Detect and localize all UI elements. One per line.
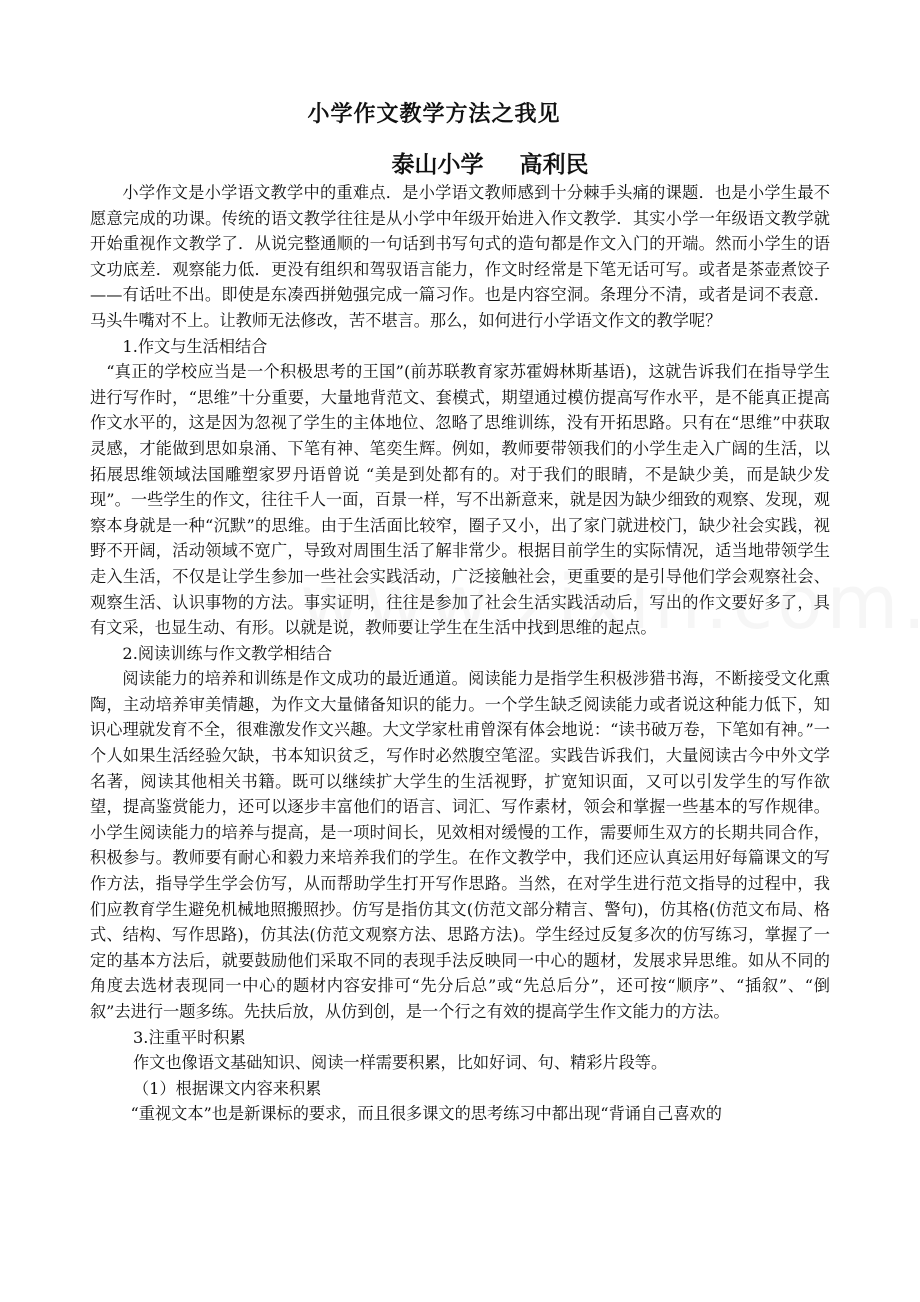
section-3-paragraph: 作文也像语文基础知识、阅读一样需要积累，比如好词、句、精彩片段等。 — [133, 1053, 668, 1073]
school-name: 泰山小学 — [391, 151, 484, 178]
intro-paragraph: 小学作文是小学语文教学中的重难点．是小学语文教师感到十分棘手头痛的课题．也是小学生最不愿意完成的功课。传统的语文教学往往是从小学中年级开始进入作文教学．其实小学一年级语文教学就开始重视作文教学了．从说完整通顺的一句话到书写句式的造句都是作文入门的开端。然而小学生的语文功底差．观察能力低．更没有组织和驾驭语言能力，作文时经常是下笔无话可写。或者是茶壶煮饺子——有话吐不出。即使是东凑西拼勉强完成一篇习作。也是内容空洞。条理分不清，或者是词不表意．马头牛嘴对不上。让教师无法修改，苦不堪言。那么，如何进行小学语文作文的教学呢？ — [90, 183, 830, 330]
byline — [0, 146, 920, 179]
document-body — [90, 180, 830, 1127]
document-title: 小学作文教学方法之我见 — [307, 101, 561, 127]
author-name: 高利民 — [519, 151, 589, 178]
section-2-paragraph: 阅读能力的培养和训练是作文成功的最近通道。阅读能力是指学生积极涉猎书海，不断接受文化熏陶，主动培养审美情趣，为作文大量储备知识的能力。一个学生缺乏阅读能力或者说这种能力低下，知识心理就发育不全，很难激发作文兴趣。大文学家杜甫曾深有体会地说：“读书破万卷，下笔如有神。”一个人如果生活经验欠缺，书本知识贫乏，写作时必然腹空笔涩。实践告诉我们，大量阅读古今中外文学名著，阅读其他相关书籍。既可以继续扩大学生的生活视野，扩宽知识面，又可以引发学生的写作欲望，提高鉴赏能力，还可以逐步丰富他们的语言、词汇、写作素材，领会和掌握一些基本的写作规律。小学生阅读能力的培养与提高，是一项时间长，见效相对缓慢的工作，需要师生双方的长期共同合作，积极参与。教师要有耐心和毅力来培养我们的学生。在作文教学中，我们还应认真运用好每篇课文的写作方法，指导学生学会仿写，从而帮助学生打开写作思路。当然，在对学生进行范文指导的过程中，我们应教育学生避免机械地照搬照抄。仿写是指仿其文(仿范文部分精言、警句)，仿其格(仿范文布局、格式、结构、写作思路)，仿其法(仿范文观察方法、思路方法)。学生经过反复多次的仿写练习，掌握了一定的基本方法后，就要鼓励他们采取不同的表现手法反映同一中心的题材，发展求异思维。如从不同的角度去选材表现同一中心的题材内容安排可“先分后总”或“先总后分”，还可按“顺序”、“插叙”、“倒叙”去进行一题多练。先扶后放，从仿到创，是一个行之有效的提高学生作文能力的方法。 — [90, 669, 830, 1021]
section-1-heading: 1.作文与生活相结合 — [122, 336, 268, 356]
subsection-1-heading: （1）根据课文内容来积累 — [133, 1078, 322, 1098]
section-1-paragraph: “真正的学校应当是一个积极思考的王国”(前苏联教育家苏霍姆林斯基语)，这就告诉我们在指导学生进行写作时，“思维”十分重要，大量地背范文、套模式，期望通过模仿提高写作水平，是不能真正提高作文水平的，这是因为忽视了学生的主体地位、忽略了思维训练，没有开拓思路。只有在“思维”中获取灵感，才能做到思如泉涌、下笔有神、笔奕生辉。例如，教师要带领我们的小学生走入广阔的生活，以拓展思维领域法国雕塑家罗丹语曾说 “美是到处都有的。对于我们的眼睛，不是缺少美，而是缺少发现”。一些学生的作文，往往千人一面，百景一样，写不出新意来，就是因为缺少细致的观察、发现，观察本身就是一种“沉默”的思维。由于生活面比较窄，圈子又小，出了家门就进校门，缺少社会实践，视野不开阔，活动领域不宽广，导致对周围生活了解非常少。根据目前学生的实际情况，适当地带领学生走入生活，不仅是让学生参加一些社会实践活动，广泛接触社会，更重要的是引导他们学会观察社会、观察生活、认识事物的方法。事实证明，往往是参加了社会生活实践活动后，写出的作文要好多了，具有文采，也显生动、有形。以就是说，教师要让学生在生活中找到思维的起点。 — [90, 362, 830, 638]
section-2-heading: 2.阅读训练与作文教学相结合 — [122, 643, 333, 663]
subsection-1-paragraph: “重视文本”也是新课标的要求，而且很多课文的思考练习中都出现“背诵自己喜欢的 — [130, 1104, 722, 1124]
section-3-heading: 3.注重平时积累 — [133, 1027, 246, 1047]
